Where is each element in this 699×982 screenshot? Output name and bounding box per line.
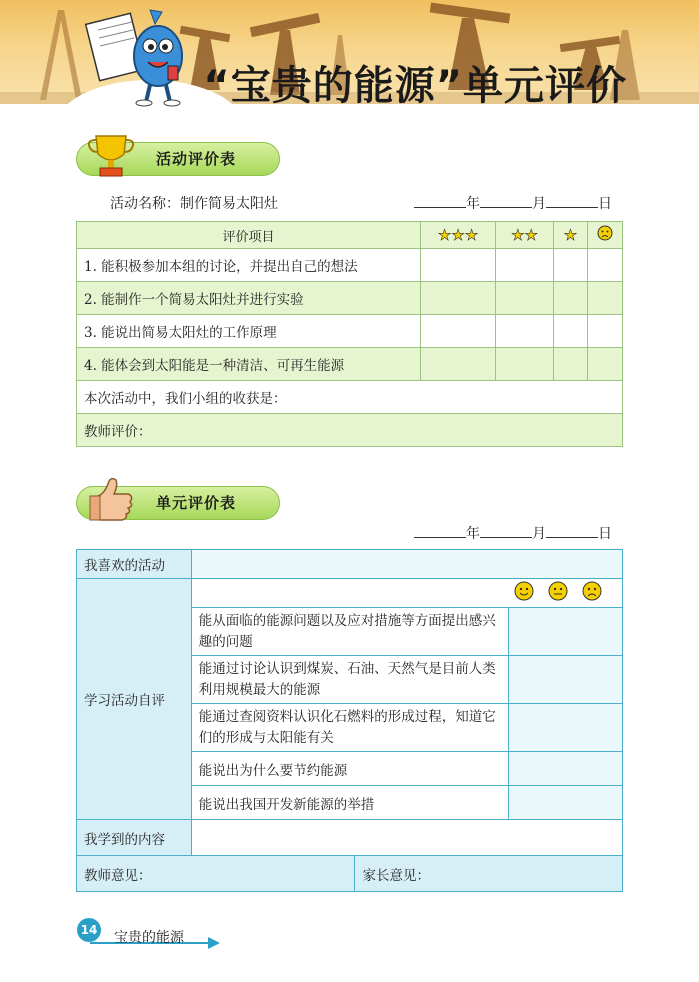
unit-eval-table [76,549,623,892]
two-stars-icon: ★★ [496,222,554,249]
rating-cell[interactable] [587,249,622,282]
footer-title: 宝贵的能源 [114,930,184,946]
rating-cell[interactable] [554,249,588,282]
eval-item: 1. 能积极参加本组的讨论，并提出自己的想法 [77,249,421,282]
arrow-right-icon [208,937,220,949]
table-row [77,249,623,282]
rating-cell[interactable] [554,282,588,315]
trophy-icon [86,130,136,180]
parent-opinion-field[interactable]: 家长意见： [355,856,623,892]
self-eval-item: 能从面临的能源问题以及应对措施等方面提出感兴趣的问题 [191,608,508,656]
table-header-row [77,222,623,249]
self-eval-item: 能说出我国开发新能源的举措 [191,786,508,820]
harvest-field[interactable]: 本次活动中，我们小组的收获是： [77,381,623,414]
learned-label: 我学到的内容 [77,820,192,856]
rating-cell[interactable] [587,282,622,315]
self-eval-label: 学习活动自评 [77,579,192,820]
sad-face-icon [587,222,622,249]
table-row [77,414,623,447]
activity-name: 活动名称：制作简易太阳灶 [110,196,278,212]
date-year-label: 年 [466,196,480,212]
eval-item: 3. 能说出简易太阳灶的工作原理 [77,315,421,348]
teacher-opinion-field[interactable]: 教师意见： [77,856,355,892]
self-eval-rating[interactable] [509,704,623,752]
rating-cell[interactable] [421,282,496,315]
table-row [77,315,623,348]
teacher-eval-field[interactable]: 教师评价： [77,414,623,447]
table-row [77,348,623,381]
self-eval-item: 能通过讨论认识到煤炭、石油、天然气是目前人类利用规模最大的能源 [191,656,508,704]
self-eval-item: 能说出为什么要节约能源 [191,752,508,786]
table-row [77,550,623,579]
date-month-label: 月 [532,526,546,542]
self-eval-rating[interactable] [509,608,623,656]
date-year-label: 年 [466,526,480,542]
rating-cell[interactable] [496,315,554,348]
neutral-face-icon [549,582,567,600]
rating-cell[interactable] [554,315,588,348]
activity-eval-badge [76,142,280,176]
self-eval-item: 能通过查阅资料认识化石燃料的形成过程，知道它们的形成与太阳能有关 [191,704,508,752]
three-stars-icon: ★★★ [421,222,496,249]
page-number: 14 [77,918,101,942]
activity-eval-table [76,221,623,447]
rating-cell[interactable] [587,348,622,381]
unit-eval-badge [76,486,280,520]
favorite-activity-field[interactable] [191,550,622,579]
rating-cell[interactable] [496,282,554,315]
learned-field[interactable] [191,820,622,856]
date-day-label: 日 [598,196,612,212]
thumbs-up-icon [86,474,136,524]
smile-face-icon [515,582,533,600]
page-header [0,0,699,108]
rating-cell[interactable] [421,348,496,381]
badge-label: 单元评价表 [156,494,237,512]
rating-faces [512,580,612,602]
eval-item: 2. 能制作一个简易太阳灶并进行实验 [77,282,421,315]
favorite-activity-label: 我喜欢的活动 [77,550,192,579]
date-line-2 [414,523,612,543]
table-row [77,820,623,856]
rating-cell[interactable] [496,249,554,282]
one-star-icon: ★ [554,222,588,249]
rating-cell[interactable] [496,348,554,381]
table-row [77,579,623,608]
self-eval-rating[interactable] [509,656,623,704]
rating-cell[interactable] [554,348,588,381]
eval-item: 4. 能体会到太阳能是一种清洁、可再生能源 [77,348,421,381]
eval-item-header: 评价项目 [77,222,421,249]
rating-cell[interactable] [587,315,622,348]
face-header [191,579,622,608]
self-eval-rating[interactable] [509,752,623,786]
rating-cell[interactable] [421,249,496,282]
table-row [77,856,623,892]
rating-cell[interactable] [421,315,496,348]
self-eval-rating[interactable] [509,786,623,820]
page-title: “宝贵的能源”单元评价 [203,63,627,108]
date-day-label: 日 [598,526,612,542]
date-line-1 [414,193,612,213]
sad-face-icon [583,582,601,600]
table-row [77,381,623,414]
table-row [77,282,623,315]
date-month-label: 月 [532,196,546,212]
badge-label: 活动评价表 [156,150,237,168]
